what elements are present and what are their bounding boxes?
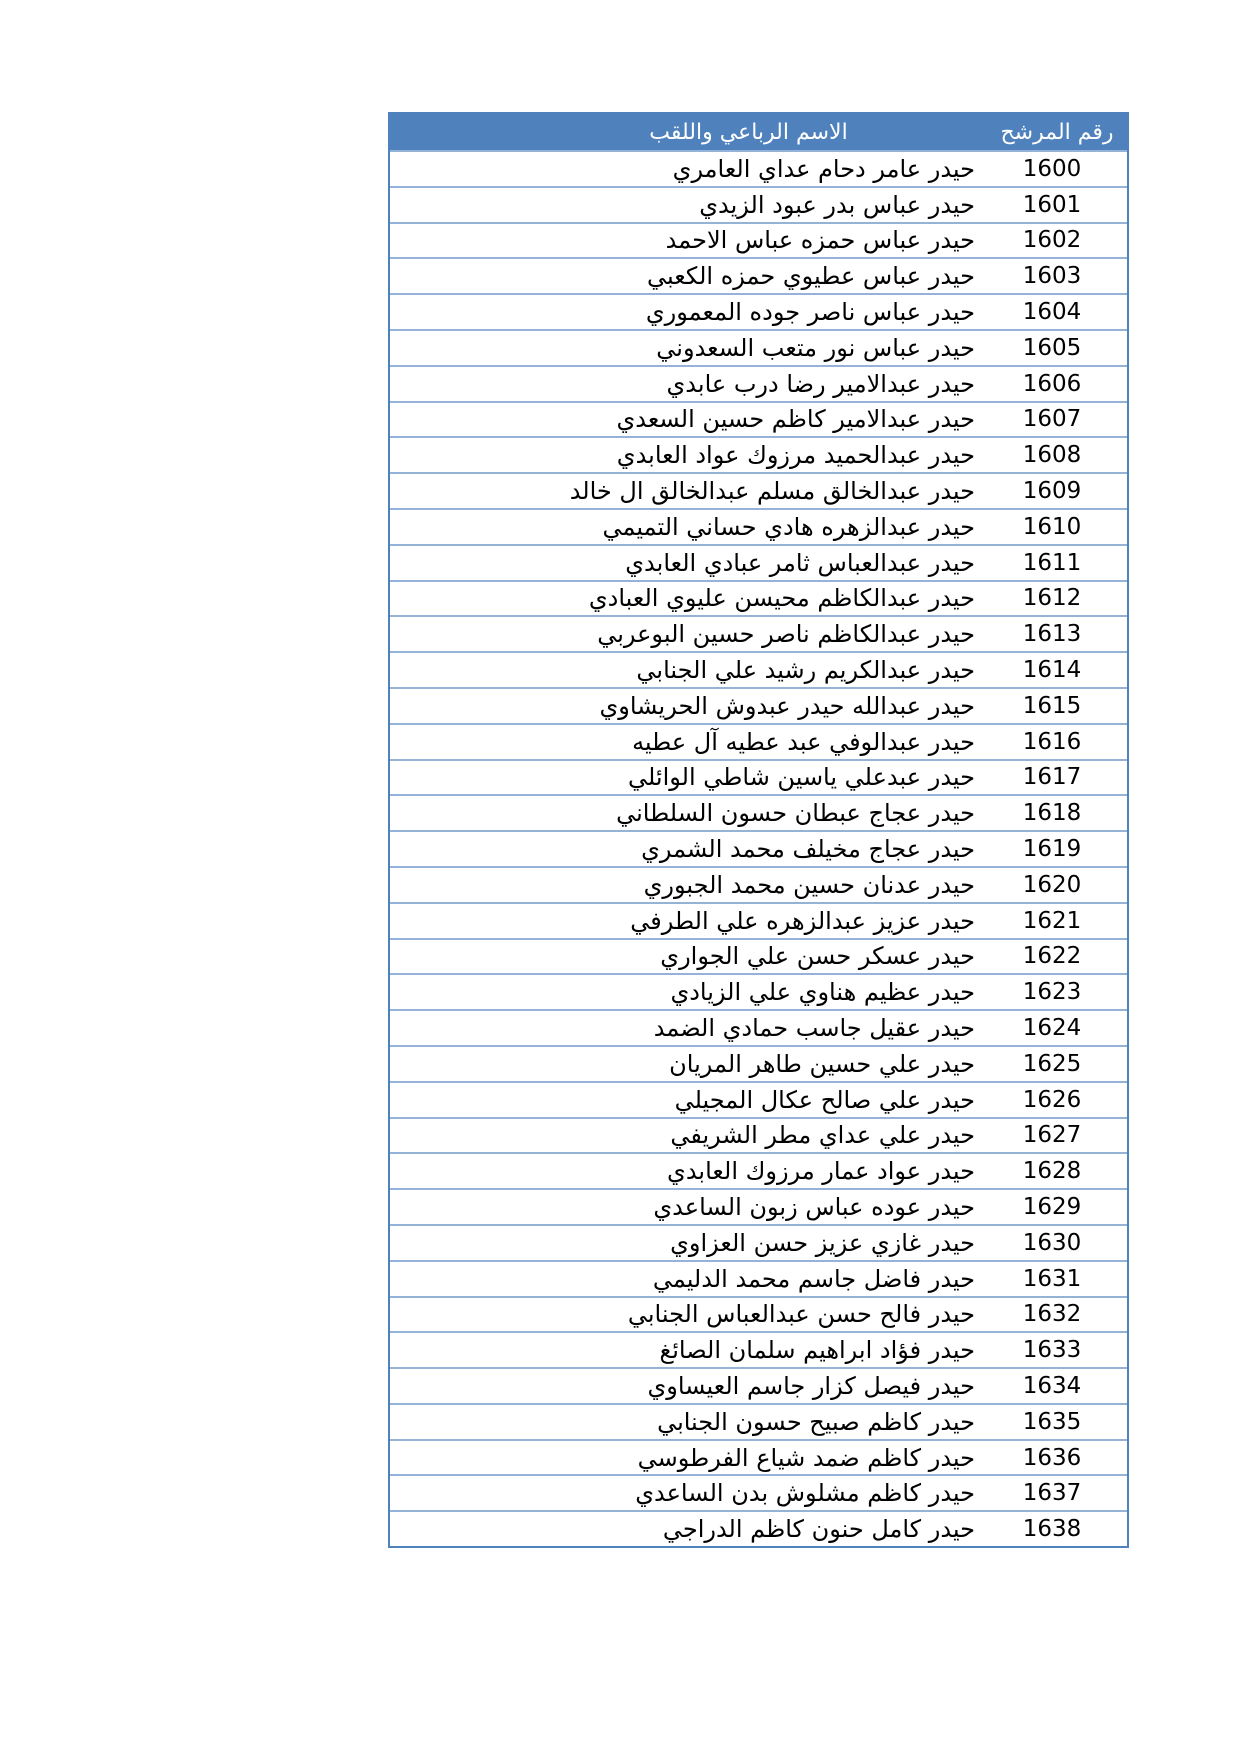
header-candidate-number: رقم المرشح (1000, 119, 1114, 145)
candidate-number: 1623 (1022, 979, 1082, 1006)
candidate-name: حيدر عظيم هناوي علي الزيادي (670, 978, 975, 1007)
table-row (390, 329, 1127, 365)
table-row (390, 1045, 1127, 1081)
table-row (390, 257, 1127, 293)
table-row (390, 580, 1127, 616)
candidate-name: حيدر عزيز عبدالزهره علي الطرفي (630, 906, 975, 935)
candidate-number: 1603 (1022, 263, 1082, 290)
candidate-number: 1614 (1022, 657, 1082, 684)
table-row (390, 687, 1127, 723)
candidate-number: 1635 (1022, 1408, 1082, 1435)
table-row (390, 1439, 1127, 1475)
table-row (390, 1403, 1127, 1439)
table-row (390, 651, 1127, 687)
candidate-name: حيدر عباس بدر عبود الزيدي (699, 190, 975, 219)
table-row (390, 401, 1127, 437)
candidate-number: 1626 (1022, 1086, 1082, 1113)
table-row (390, 472, 1127, 508)
table-row (390, 1474, 1127, 1510)
table-row (390, 1510, 1127, 1546)
candidate-name: حيدر عبدالله حيدر عبدوش الحريشاوي (599, 691, 975, 720)
candidate-name: حيدر عباس نور متعب السعدوني (656, 333, 975, 362)
candidate-number: 1628 (1022, 1158, 1082, 1185)
candidate-name: حيدر عسكر حسن علي الجواري (660, 942, 975, 971)
candidate-name: حيدر فالح حسن عبدالعباس الجنابي (627, 1300, 975, 1329)
table-row (390, 222, 1127, 258)
candidate-name: حيدر كاظم مشلوش بدن الساعدي (635, 1479, 975, 1508)
table-row (390, 902, 1127, 938)
candidate-number: 1631 (1022, 1265, 1082, 1292)
candidate-name: حيدر عباس عطيوي حمزه الكعبي (647, 262, 975, 291)
table-body (390, 150, 1127, 1546)
candidate-number: 1610 (1022, 513, 1082, 540)
candidate-number: 1633 (1022, 1337, 1082, 1364)
candidate-number: 1620 (1022, 871, 1082, 898)
candidate-name: حيدر عبدالوفي عبد عطيه آل عطيه (632, 727, 975, 756)
candidate-name: حيدر فيصل كزار جاسم العيساوي (647, 1371, 975, 1400)
candidate-number: 1612 (1022, 585, 1082, 612)
table-row (390, 1296, 1127, 1332)
candidate-number: 1636 (1022, 1444, 1082, 1471)
table-row (390, 436, 1127, 472)
table-row (390, 186, 1127, 222)
table-row (390, 1152, 1127, 1188)
candidate-name: حيدر عبدالحميد مرزوك عواد العابدي (616, 441, 975, 470)
candidate-number: 1618 (1022, 800, 1082, 827)
candidate-name: حيدر علي صالح عكال المجيلي (674, 1085, 975, 1114)
table-row (390, 1331, 1127, 1367)
candidate-name: حيدر عقيل جاسب حمادي الضمد (653, 1014, 975, 1043)
candidate-name: حيدر فاضل جاسم محمد الدليمي (652, 1264, 975, 1293)
candidate-number: 1630 (1022, 1229, 1082, 1256)
candidate-number: 1617 (1022, 764, 1082, 791)
candidate-number: 1615 (1022, 692, 1082, 719)
candidate-number: 1621 (1022, 907, 1082, 934)
candidate-name: حيدر غازي عزيز حسن العزاوي (670, 1228, 975, 1257)
table-row (390, 866, 1127, 902)
candidate-name: حيدر عدنان حسين محمد الجبوري (643, 870, 975, 899)
table-header (390, 112, 1127, 150)
candidate-number: 1609 (1022, 478, 1082, 505)
header-full-name: الاسم الرباعي واللقب (649, 119, 848, 145)
candidate-number: 1625 (1022, 1050, 1082, 1077)
candidate-name: حيدر عبدالكريم رشيد علي الجنابي (636, 656, 975, 685)
candidate-number: 1627 (1022, 1122, 1082, 1149)
candidate-name: حيدر عبدالزهره هادي حساني التميمي (602, 512, 975, 541)
candidate-number: 1616 (1022, 728, 1082, 755)
table-row (390, 1009, 1127, 1045)
table-row (390, 1188, 1127, 1224)
candidate-name: حيدر عجاج مخيلف محمد الشمري (641, 835, 975, 864)
candidate-name: حيدر عبدالكاظم ناصر حسين البوعربي (597, 620, 975, 649)
candidate-name: حيدر عوده عباس زبون الساعدي (653, 1193, 975, 1221)
table-row (390, 938, 1127, 974)
candidate-number: 1604 (1022, 299, 1082, 326)
candidates-table (388, 112, 1129, 1548)
candidate-number: 1608 (1022, 442, 1082, 469)
table-row (390, 1117, 1127, 1153)
candidate-number: 1622 (1022, 943, 1082, 970)
candidate-name: حيدر عبدالامير رضا درب عابدي (666, 369, 975, 398)
candidate-number: 1611 (1022, 549, 1082, 576)
candidate-name: حيدر علي حسين طاهر المريان (669, 1049, 975, 1078)
candidate-number: 1637 (1022, 1480, 1082, 1507)
table-row (390, 1224, 1127, 1260)
candidate-name: حيدر عبدالخالق مسلم عبدالخالق ال خالد (569, 477, 975, 506)
table-row (390, 1081, 1127, 1117)
candidate-name: حيدر كاظم صبيح حسون الجنابي (657, 1407, 975, 1436)
table-row (390, 365, 1127, 401)
table-row (390, 544, 1127, 580)
candidate-number: 1600 (1022, 155, 1082, 182)
candidate-name: حيدر عبدالكاظم محيسن عليوي العبادي (588, 584, 975, 613)
table-row (390, 293, 1127, 329)
table-row (390, 973, 1127, 1009)
table-row (390, 1367, 1127, 1403)
candidate-name: حيدر فؤاد ابراهيم سلمان الصائغ (659, 1336, 975, 1365)
candidate-number: 1613 (1022, 621, 1082, 648)
candidate-name: حيدر كامل حنون كاظم الدراجي (662, 1515, 975, 1544)
candidate-number: 1624 (1022, 1015, 1082, 1042)
candidate-number: 1602 (1022, 227, 1082, 254)
table-row (390, 615, 1127, 651)
table-row (390, 794, 1127, 830)
table-row (390, 723, 1127, 759)
candidate-number: 1638 (1022, 1516, 1082, 1543)
candidate-number: 1605 (1022, 334, 1082, 361)
table-row (390, 1260, 1127, 1296)
candidate-number: 1607 (1022, 406, 1082, 433)
candidate-number: 1606 (1022, 370, 1082, 397)
candidate-number: 1619 (1022, 836, 1082, 863)
table-row (390, 759, 1127, 795)
candidate-name: حيدر عامر دحام عداي العامري (672, 154, 975, 183)
candidate-number: 1601 (1022, 191, 1082, 218)
candidate-number: 1634 (1022, 1372, 1082, 1399)
candidate-number: 1629 (1022, 1194, 1082, 1220)
candidate-name: حيدر عباس حمزه عباس الاحمد (665, 226, 975, 255)
table-row (390, 150, 1127, 186)
candidate-name: حيدر عبدالعباس ثامر عبادي العابدي (625, 548, 975, 577)
table-row (390, 508, 1127, 544)
candidate-name: حيدر عبدعلي ياسين شاطي الوائلي (627, 763, 975, 792)
candidate-name: حيدر عبدالامير كاظم حسين السعدي (616, 405, 975, 434)
table-row (390, 830, 1127, 866)
candidate-name: حيدر علي عداي مطر الشريفي (670, 1121, 975, 1150)
candidate-name: حيدر عجاج عبطان حسون السلطاني (616, 799, 975, 828)
candidate-name: حيدر كاظم ضمد شياع الفرطوسي (637, 1443, 975, 1472)
candidate-name: حيدر عباس ناصر جوده المعموري (645, 298, 975, 327)
candidate-number: 1632 (1022, 1301, 1082, 1328)
candidate-name: حيدر عواد عمار مرزوك العابدي (667, 1157, 975, 1186)
